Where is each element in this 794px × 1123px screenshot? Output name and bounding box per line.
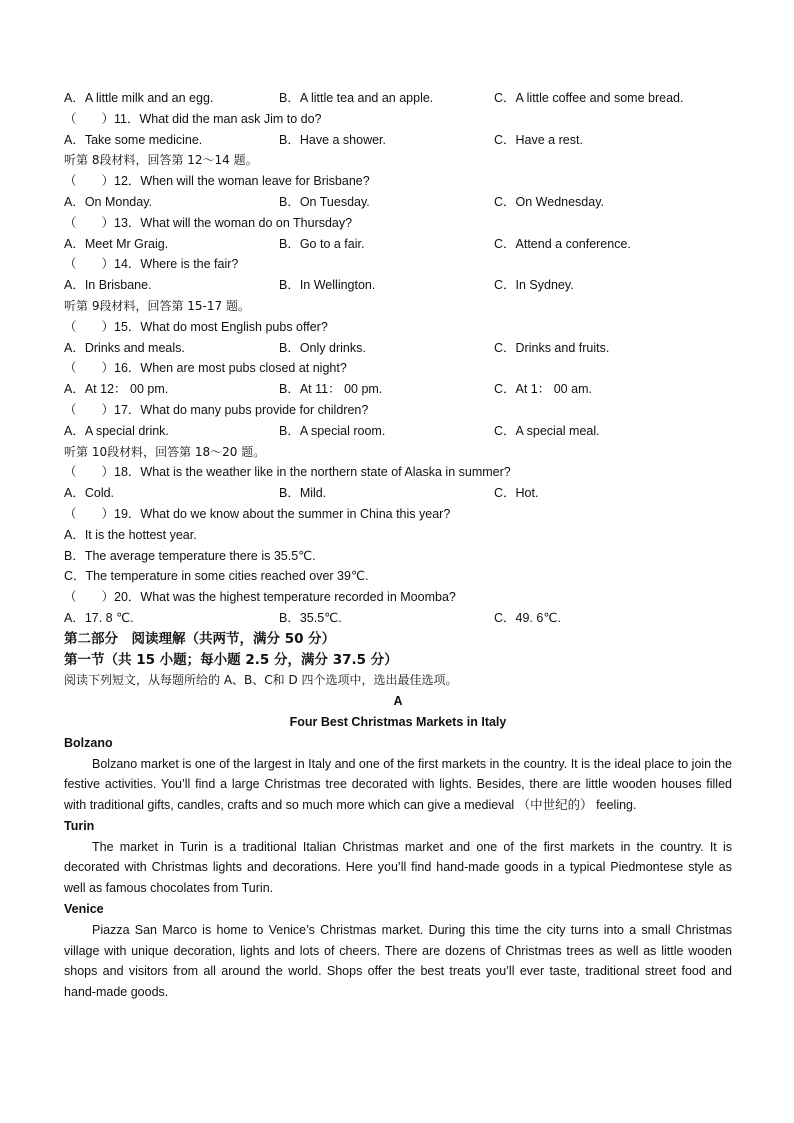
q16-option-b: B．At 11： 00 pm. (279, 382, 383, 397)
q13-option-a: A．Meet Mr Graig. (64, 236, 169, 251)
question-17: （ ）17．What do many pubs provide for children? (64, 402, 369, 417)
q14-options (64, 275, 732, 296)
q18-option-a: A．Cold. (64, 486, 115, 501)
q10-option-c: C．A little coffee and some bread. (494, 91, 684, 105)
passage-letter: A (393, 694, 403, 709)
section-one-title: 第一节（共 15 小题；每小题 2.5 分，满分 37.5 分） (64, 651, 398, 668)
section-name-turin: Turin (64, 818, 95, 833)
section-9-instruction: 听第 9段材料，回答第 15-17 题。 (64, 298, 250, 313)
section-10-instruction: 听第 10段材料，回答第 18～20 题。 (64, 444, 266, 459)
q14-option-a: A．In Brisbane. (64, 278, 152, 293)
passage-title: Four Best Christmas Markets in Italy (289, 714, 507, 729)
q11-options (64, 130, 732, 151)
q18-options (64, 483, 732, 504)
q12-option-c: C．On Wednesday. (494, 194, 605, 209)
question-20: （ ）20．What was the highest temperature recorded in Moomba? (64, 590, 456, 605)
q14-option-c: C．In Sydney. (494, 278, 574, 293)
q15-option-b: B．Only drinks. (279, 340, 366, 355)
q15-option-a: A．Drinks and meals. (64, 340, 185, 355)
q20-option-b: B．35.5℃. (279, 610, 342, 625)
q11-option-c: C．Have a rest. (494, 132, 583, 147)
exam-page (64, 88, 732, 1003)
question-15: （ ）15．What do most English pubs offer? (64, 319, 328, 334)
q19-option-a: A．It is the hottest year. (64, 527, 197, 542)
section-name-bolzano: Bolzano (64, 735, 113, 750)
question-12: （ ）12．When will the woman leave for Brisbane? (64, 174, 370, 189)
q10-option-a: A．A little milk and an egg. (64, 91, 214, 105)
q20-option-a: A．17. 8 ℃. (64, 610, 134, 625)
q11-option-a: A．Take some medicine. (64, 132, 203, 147)
question-16: （ ）16．When are most pubs closed at night? (64, 361, 347, 376)
q10-options (64, 88, 732, 109)
q19-option-b: B．The average temperature there is 35.5℃. (64, 548, 316, 563)
paragraph-bolzano: Bolzano market is one of the largest in Italy and one of the first markets in the country. It is the ideal place to join the festive activities. You’ll find a large Christmas tree decorated with lights. Besides, there are little wooden houses filled with traditional gifts, candles, crafts and so much more which can give a medieval （中世纪的） feeling. (64, 756, 732, 813)
q20-option-c: C．49. 6℃. (494, 610, 561, 625)
section-8-instruction: 听第 8段材料，回答第 12～14 题。 (64, 153, 258, 168)
q14-option-b: B．In Wellington. (279, 278, 376, 293)
q18-option-b: B．Mild. (279, 486, 327, 501)
q17-option-b: B．A special room. (279, 423, 386, 438)
q18-option-c: C．Hot. (494, 486, 539, 501)
q16-option-a: A．At 12： 00 pm. (64, 382, 169, 397)
paragraph-turin: The market in Turin is a traditional Italian Christmas market and one of the first markets in the country. It is decorated with Christmas lights and decorations. Here you’ll find hand-made goods in a typical Piedmontese style as well as famous chocolates from Turin. (64, 839, 732, 896)
reading-instructions: 阅读下列短文，从每题所给的 A、B、C和 D 四个选项中，选出最佳选项。 (64, 673, 458, 688)
q15-options (64, 338, 732, 359)
q17-option-c: C．A special meal. (494, 423, 600, 438)
q10-option-b: B．A little tea and an apple. (279, 91, 434, 105)
part-two-title: 第二部分 阅读理解（共两节，满分 50 分） (64, 630, 336, 647)
section-name-venice: Venice (64, 902, 104, 917)
q12-option-a: A．On Monday. (64, 194, 153, 209)
question-13: （ ）13．What will the woman do on Thursday? (64, 215, 353, 230)
q12-option-b: B．On Tuesday. (279, 194, 370, 209)
q11-option-b: B．Have a shower. (279, 132, 386, 147)
question-11: （ ）11．What did the man ask Jim to do? (64, 111, 322, 126)
q13-option-b: B．Go to a fair. (279, 236, 365, 251)
q17-option-a: A．A special drink. (64, 423, 169, 438)
q12-options (64, 192, 732, 213)
q13-option-c: C．Attend a conference. (494, 236, 631, 251)
question-18: （ ）18．What is the weather like in the northern state of Alaska in summer? (64, 465, 511, 480)
question-14: （ ）14．Where is the fair? (64, 257, 239, 272)
paragraph-venice: Piazza San Marco is home to Venice’s Christmas market. During this time the city turns into a small Christmas village with unique decoration, lights and lots of cheers. There are dozens of Christmas trees as well as little wooden shops and visitors from all around the world. Shops offer the best treats you’ll ever taste, traditional street food and hand-made goods. (64, 922, 732, 1000)
question-19: （ ）19．What do we know about the summer in China this year? (64, 506, 451, 521)
q20-options (64, 608, 732, 629)
q16-option-c: C．At 1： 00 am. (494, 382, 592, 397)
q16-options (64, 379, 732, 400)
q19-option-c: C．The temperature in some cities reached over 39℃. (64, 569, 369, 584)
q15-option-c: C．Drinks and fruits. (494, 340, 610, 355)
q13-options (64, 234, 732, 255)
q17-options (64, 421, 732, 442)
